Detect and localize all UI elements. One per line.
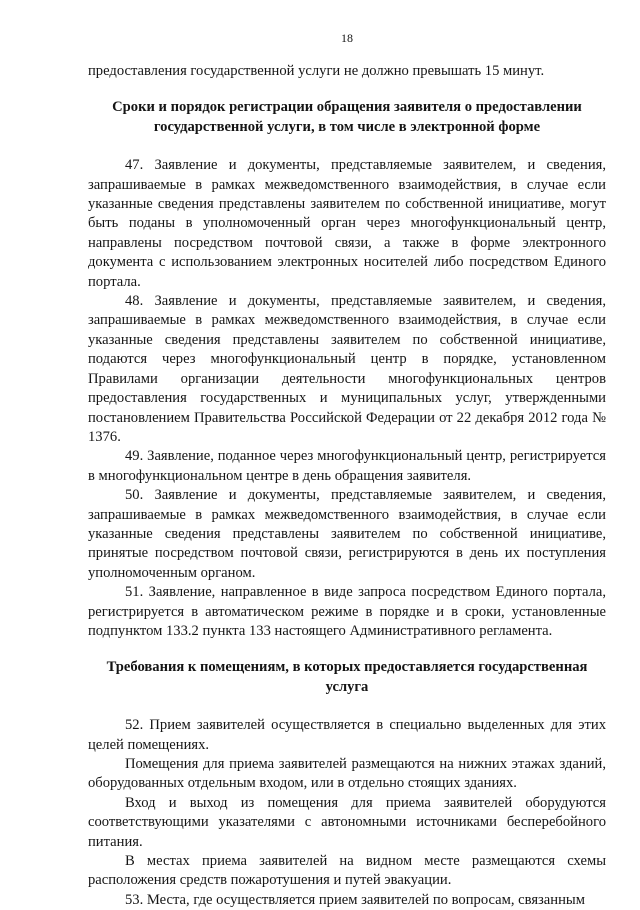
section-heading-registration: Сроки и порядок регистрации обращения заявителя о предоставлении государственной услуги, в том числе в электронной форме	[112, 99, 582, 135]
paragraph-entrance-exit: Вход и выход из помещения для приема заявителей оборудуются соответствующими указателями с автономными источниками бесперебойного питания.	[88, 794, 606, 850]
paragraph-52: 52. Прием заявителей осуществляется в специально выделенных для этих целей помещениях.	[88, 717, 606, 753]
paragraph-premises-location: Помещения для приема заявителей размещаются на нижних этажах зданий, оборудованных отдельным входом, или в отдельно стоящих зданиях.	[88, 756, 606, 792]
document-page	[88, 0, 606, 908]
paragraph-49: 49. Заявление, поданное через многофункциональный центр, регистрируется в многофункциональном центре в день обращения заявителя.	[88, 448, 606, 484]
spacer	[88, 81, 606, 98]
paragraph-47: 47. Заявление и документы, представляемые заявителем, и сведения, запрашиваемые в рамках межведомственного взаимодействия, в случае если указанные сведения представлены заявителем по собственной инициативе, могут быть поданы в уполномоченный орган через многофункциональный центр, направлены посредством почтовой связи, а также в форме электронного документа с использованием электронных носителей либо посредством Единого портала.	[88, 157, 606, 290]
paragraph-50: 50. Заявление и документы, представляемые заявителем, и сведения, запрашиваемые в рамках межведомственного взаимодействия, в случае если указанные сведения представлены заявителем по собственной инициативе, принятые посредством почтовой связи, регистрируются в день их поступления уполномоченным органом.	[88, 487, 606, 581]
paragraph-evacuation-schemes: В местах приема заявителей на видном месте размещаются схемы расположения средств пожаротушения и путей эвакуации.	[88, 853, 606, 889]
spacer	[88, 641, 606, 658]
lead-paragraph: предоставления государственной услуги не должно превышать 15 минут.	[88, 63, 545, 79]
section-heading-premises: Требования к помещениям, в которых предоставляется государственная услуга	[106, 659, 588, 695]
paragraph-51: 51. Заявление, направленное в виде запроса посредством Единого портала, регистрируется в автоматическом режиме в порядке и в сроки, установленные подпунктом 133.2 пункта 133 настоящего Административного регламента.	[88, 584, 606, 639]
paragraph-53: 53. Места, где осуществляется прием заявителей по вопросам, связанным	[125, 891, 585, 908]
paragraph-48: 48. Заявление и документы, представляемые заявителем, и сведения, запрашиваемые в рамках межведомственного взаимодействия, в случае если указанные сведения представлены заявителем по собственной инициативе, подаются через многофункциональный центр в порядке, установленном Правилами организации деятельности многофункциональных центров предоставления государственных и муниципальных услуг, утвержденными постановлением Правительства Российской Федерации от 22 декабря 2012 года № 1376.	[88, 293, 606, 445]
spacer	[88, 697, 606, 716]
spacer	[88, 137, 606, 156]
page-number: 18	[341, 31, 353, 45]
document-body	[88, 62, 606, 910]
